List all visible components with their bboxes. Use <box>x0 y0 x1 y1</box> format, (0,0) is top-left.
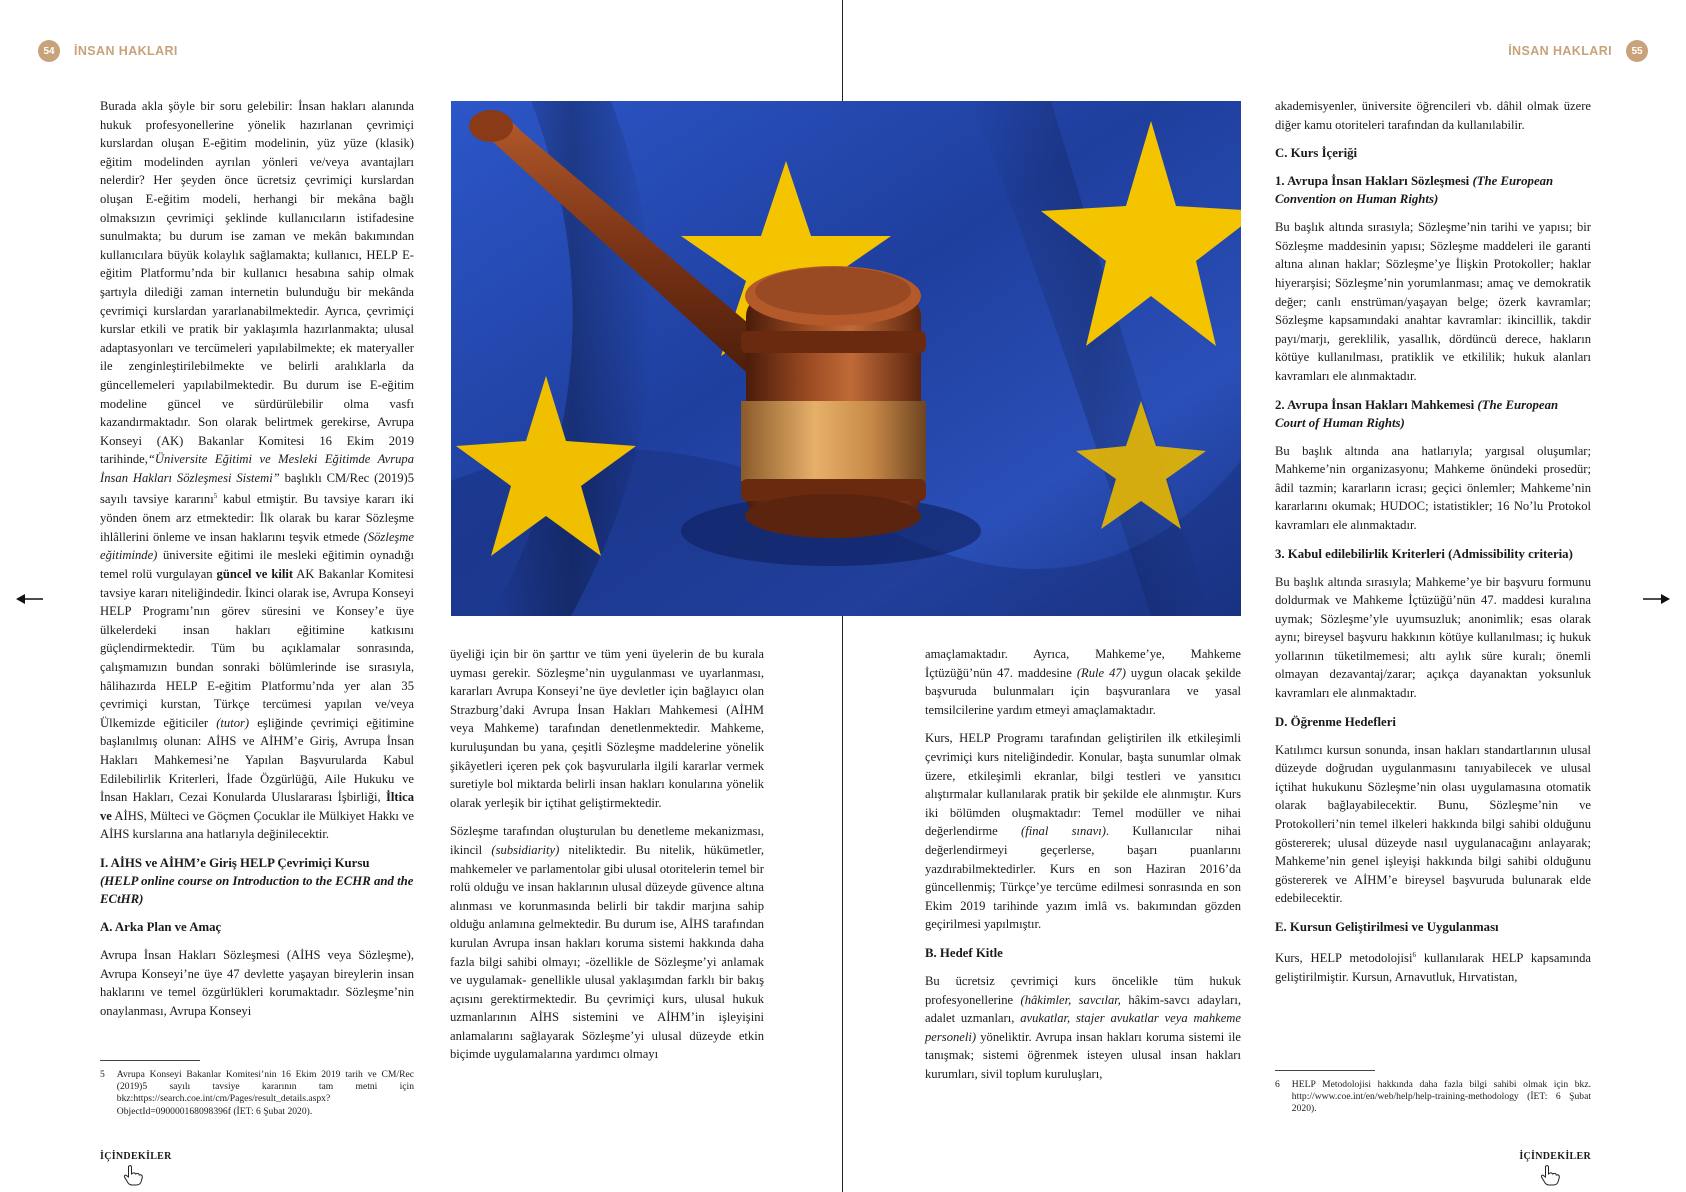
paragraph: Bu ücretsiz çevrimiçi kurs öncelikle tüm hukuk profesyonellerine (hâkimler, savcılar, hâkim-savcı adayları, adalet uzmanları, avukatlar, stajer avukatlar veya mahkeme personeli) yöneliktir. Avrupa insan hakları koruma sistemi ile tanışmak; sistemi öğrenmek isteyen ulusal insan hakları kurumları, sivil toplum kuruluşları, <box>925 973 1241 1081</box>
left-page-number: 54 <box>38 40 60 62</box>
paragraph: Avrupa İnsan Hakları Sözleşmesi (AİHS veya Sözleşme), Avrupa Konseyi’ne üye 47 devlette yaşayan bireylerin insan haklarını ve temel özgürlükleri korumaktadır. Sözleşme’nin onaylanması, Avrupa Konseyi <box>100 947 414 1018</box>
right-page-number: 55 <box>1626 40 1648 62</box>
footnote-number: 5 <box>100 1069 105 1080</box>
toc-label[interactable]: İÇİNDEKİLER <box>100 1151 172 1162</box>
toc-label[interactable]: İÇİNDEKİLER <box>1519 1151 1591 1162</box>
subsection-heading-c2: 2. Avrupa İnsan Hakları Mahkemesi (The European Court of Human Rights) <box>1275 397 1559 430</box>
paragraph: Sözleşme tarafından oluşturulan bu denetleme mekanizması, ikincil (subsidiarity) niteliktedir. Bu nitelik, hükümetler, mahkemeler ve parlamentolar gibi ulusal otoritelerin temel bir rolü olduğu ve insan haklarının ulusal düzeyde güvence altına alınması ve korunmasında belirli bir takdir marjına sahip olduğu anlamına gelmektedir. Bu durum ise, AİHS tarafından kurulan Avrupa insan hakları koruma sistemi hakkında daha fazla bilgi sahibi olmayı; -özellikle de Sözleşme’yi anlamak ve uygulamak- genellikle ulusal yaklaşımdan farklı bir bakış açısını gerektirmektedir. Bu çevrimiçi kurs, ulusal hukuk uzmanlarının AİHS sistemini ve AİHM’in işleyişini anlamalarını sağlayarak Sözleşme’yi ulusal düzeyde etkin biçimde uygulamalarına yardımcı olmayı <box>450 824 764 1062</box>
paragraph: üyeliği için bir ön şarttır ve tüm yeni üyelerin de bu kurala uyması gerekir. Sözleşme’nin uygulanması ve uyarlanması, kararları Avrupa Konseyi’ne üye devletler için bağlayıcı olan Strazburg’daki Avrupa İnsan Hakları Mahkemesi (AİHM veya Mahkeme) tarafından denetlenmektedir. Mahkeme, kuruluşundan bu yana, çeşitli Sözleşme maddelerine yönelik şikâyetleri içeren pek çok başvurularla ilgili kararlar vermek suretiyle bol miktarda belirli insan hakları konularına yönelik olarak yerleşik bir içtihat geliştirmektedir. <box>450 647 764 810</box>
subsection-heading-a: A. Arka Plan ve Amaç <box>100 919 222 934</box>
paragraph: Bu başlık altında ana hatlarıyla; yargısal oluşumlar; Mahkeme’nin organizasyonu; Mahkeme önündeki prosedür; âdil tazmin; kararların icrası; geçici önlemler; Mahkeme’nin kararlarını okumak; HUDOC; istatistikler; 16 No’lu Protokol kavramları ele alınmaktadır. <box>1275 443 1591 532</box>
subsection-heading-d: D. Öğrenme Hedefleri <box>1275 714 1396 729</box>
toc-link-left[interactable] <box>100 1151 172 1186</box>
arrow-right-icon[interactable] <box>1642 592 1670 606</box>
subsection-heading-c: C. Kurs İçeriği <box>1275 146 1358 161</box>
footnote-text: Avrupa Konseyi Bakanlar Komitesi’nin 16 Ekim 2019 tarih ve CM/Rec (2019)5 sayılı tavsiye kararının tam metni için bkz:https://search.coe.int/cm/Pages/result_details.aspx?ObjectId=090000168098396f (İET: 6 Şubat 2020). <box>116 1069 414 1117</box>
left-page-header <box>38 40 178 62</box>
paragraph: Katılımcı kursun sonunda, insan hakları standartlarının ulusal düzeyde doğrudan uygulanmasını tanıyabilecek ve ulusal içtihat hukukunu Sözleşme’nin olası uygulamasına otomatik olarak bağlayabilecektir. Bunu, Sözleşme’nin ve Protokolleri’nin temel ilkeleri hakkında bilgi sahibi olduğunu göstererek; ulusal düzeyde nasıl uygulanacağını anlayarak; Mahkeme’nin genel işleyişi hakkında bilgi sahibi olduğunu göstererek ve AİHM’e bireysel başvuruda bulunarak elde edebilecektir. <box>1275 742 1591 906</box>
footnote-ref-5[interactable]: 5 <box>213 492 218 501</box>
arrow-left-icon[interactable] <box>16 592 44 606</box>
pointing-hand-icon[interactable] <box>1539 1164 1561 1186</box>
paragraph: Bu başlık altında sırasıyla; Sözleşme’nin tarihi ve yapısı; bir Sözleşme maddesinin yapısı; Sözleşme maddeleri ile garanti altına alınan haklar; Sözleşme’ye İlişkin Protokoller; haklar hiyerarşisi; Sözleşme’nin yorumlanması; amaç ve demokratik değer; canlı enstrüman/yaşayan belge; özerk kavramlar; Sözleşme kapsamındaki anahtar kavramlar: ikincillik, takdir payı/marjı, gereklilik, yasallık, dördüncü derece, hakların kötüye kullanılması, pratiklik ve etkililik; hukuk alanları kavramları ele alınmaktadır. <box>1275 220 1591 383</box>
subsection-heading-c3: 3. Kabul edilebilirlik Kriterleri (Admissibility criteria) <box>1275 546 1573 561</box>
subsection-heading-b: B. Hedef Kitle <box>925 945 1003 960</box>
footnote-6 <box>1275 1070 1591 1116</box>
paragraph: akademisyenler, üniversite öğrencileri vb. dâhil olmak üzere diğer kamu otoriteleri tarafından da kullanılabilir. <box>1275 99 1591 132</box>
footnote-5 <box>100 1060 414 1118</box>
right-page-header <box>1508 40 1648 62</box>
paragraph: Burada akla şöyle bir soru gelebilir: İnsan hakları alanında hukuk profesyonellerine yönelik hazırlanan çevrimiçi kurslardan oluşan E-eğitim modelinin, yüz yüze (klasik) eğitim modelinden ayrılan yönleri ve/veya avantajları nelerdir? Her şeyden önce ücretsiz çevrimiçi kurslardan oluşan E-eğitim modeli, herhangi bir mekâna bağlı olmaksızın çevrimiçi şeklinde kullanıcıların istifadesine sunulmakta; bu durum ise zaman ve mekân bakımından kullanıcılara büyük kolaylık sağlamakta; kullanıcı, HELP E-eğitim Platformu’nda bir kullanıcı hesabına sahip olmak şartıyla dilediği zaman internetin bulunduğu bir mekânda çevrimiçi kurslardan yararlanabilmektedir. Ayrıca, çevrimiçi kurslar etkili ve pratik bir yaklaşımla hazırlanmakta; ulusal adaptasyonları ve tercümeleri yapılabilmekte; ek materyaller ile zenginleştirilebilmekte ve belirli aralıklarla da güncellemeleri yapılabilmektedir. Bu durum ise E-eğitim modeline güncel ve sürdürülebilir olma vasfı kazandırmaktadır. Son olarak belirtmek gerekirse, Avrupa Konseyi (AK) Bakanlar Komitesi 16 Ekim 2019 tarihinde,“Üniversite Eğitimi ve Mesleki Eğitimde Avrupa İnsan Hakları Sözleşmesi Sistemi” başlıklı CM/Rec (2019)5 sayılı tavsiye kararını$^5$ kabul etmiştir. Bu tavsiye kararı iki yönden önem arz etmektedir: İlk olarak bu karar Sözleşme ihlâllerini önleme ve insan haklarını teşvik etmede (Sözleşme eğitiminde) üniversite eğitimi ile mesleki eğitimin oynadığı temel rolü vurgulayan güncel ve kilit AK Bakanlar Komitesi tavsiye kararı niteliğindedir. İkinci olarak ise, Avrupa Konseyi HELP Programı’nın görev süresini ve Konsey’e üye ülkelerdeki insan hakları eğitimine katkısını güçlendirmektedir. Tüm bu açıklamalar sonrasında, çalışmamızın bundan sonraki bölümlerinde ise sırasıyla, hâlihazırda HELP E-eğitim Platformu’nda yer alan 35 çevrimiçi kurstan, Türkçe tercümesi yapılan ve/veya Ülkemizde eğiticiler (tutor) eşliğinde çevrimiçi eğitimine başlanılmış olunan: AİHS ve AİHM’e Giriş, Avrupa İnsan Hakları Mahkemesi’ne Yapılan Başvurularda Kabul Edilebilirlik Kriterleri, İfade Özgürlüğü, Aile Hukuku ve İnsan Hakları, Cezai Konularda Uluslararası İşbirliği, İltica ve AİHS, Mülteci ve Göçmen Çocuklar ile Mülkiyet Hakkı ve AİHS kurslarına ana hatlarıyla değinilecektir. <box>100 99 415 842</box>
paragraph: Bu başlık altında sırasıyla; Mahkeme’ye bir başvuru formunu doldurmak ve Mahkeme İçtüzüğü’nün 47. maddesi kuralına uymak; Sözleşme’yle uyumsuzluk; anonimlik; esas olarak aynı; bireysel başvuru hakkının kötüye kullanılması; iç hukuk yollarının tüketilmemesi; altı aylık süre kuralı; önemli olmayan dezavantaj/zarar; açıkça dayanaktan yoksunluk kavramları ele alınmaktadır. <box>1275 574 1591 701</box>
paragraph: Kurs, HELP metodolojisi$^6$ kullanılarak HELP kapsamında geliştirilmiştir. Kursun, Arnavutluk, Hırvatistan, <box>1275 951 1592 984</box>
footnote-ref-6[interactable]: 6 <box>1412 951 1416 959</box>
toc-link-right[interactable] <box>1519 1151 1591 1186</box>
subsection-heading-e: E. Kursun Geliştirilmesi ve Uygulanması <box>1275 920 1499 934</box>
gavel-on-eu-flag-photo <box>451 101 1241 616</box>
footnote-text: HELP Metodolojisi hakkında daha fazla bilgi sahibi olmak için bkz. http://www.coe.int/en/web/help/help-training-methodology (İET: 6 Şubat 2020). <box>1291 1079 1591 1115</box>
pointing-hand-icon[interactable] <box>122 1164 144 1186</box>
left-page-column-1 <box>100 97 414 1030</box>
left-running-title: İNSAN HAKLARI <box>74 44 178 58</box>
paragraph: Kurs, HELP Programı tarafından geliştirilen ilk etkileşimli çevrimiçi kurs niteliğindedir. Konular, başta sunumlar olmak üzere, etkileşimli ekranlar, bilgi testleri ve yansıtıcı alıştırmalar kullanılarak pratik bir şekilde ele alınmıştır. Kurs iki bölümden oluşmaktadır: Temel modüller ve nihai değerlendirme (final sınavı). Kullanıcılar nihai değerlendirmeyi geçerlerse, başarı puanlarını yazdırabilmektedirler. Kurs en son Haziran 2016’da güncellenmiş; Türkçe’ye tercüme edilmesi sonrasında en son Ekim 2019 tarihinde yazım imlâ vs. bakımından gözden geçirilmesi yapılmıştır. <box>925 731 1241 932</box>
paragraph: amaçlamaktadır. Ayrıca, Mahkeme’ye, Mahkeme İçtüzüğü’nün 47. maddesine (Rule 47) uygun olacak şekilde başvuruda bulunmaları için başvuranlara ve yasal temsilcilerine yardım etmeyi amaçlamaktadır. <box>925 647 1241 717</box>
right-running-title: İNSAN HAKLARI <box>1508 44 1612 58</box>
footnote-rule <box>1275 1070 1375 1071</box>
right-page-column-2 <box>1275 97 1591 996</box>
left-page-column-2 <box>450 645 764 1074</box>
right-page-column-1 <box>925 645 1241 1093</box>
subsection-heading-c1: 1. Avrupa İnsan Hakları Sözleşmesi (The European Convention on Human Rights) <box>1275 174 1554 207</box>
footnote-rule <box>100 1060 200 1061</box>
section-heading: I. AİHS ve AİHM’e Giriş HELP Çevrimiçi Kursu (HELP online course on Introduction to the ECHR and the ECtHR) <box>100 855 414 906</box>
footnote-number: 6 <box>1275 1079 1280 1090</box>
